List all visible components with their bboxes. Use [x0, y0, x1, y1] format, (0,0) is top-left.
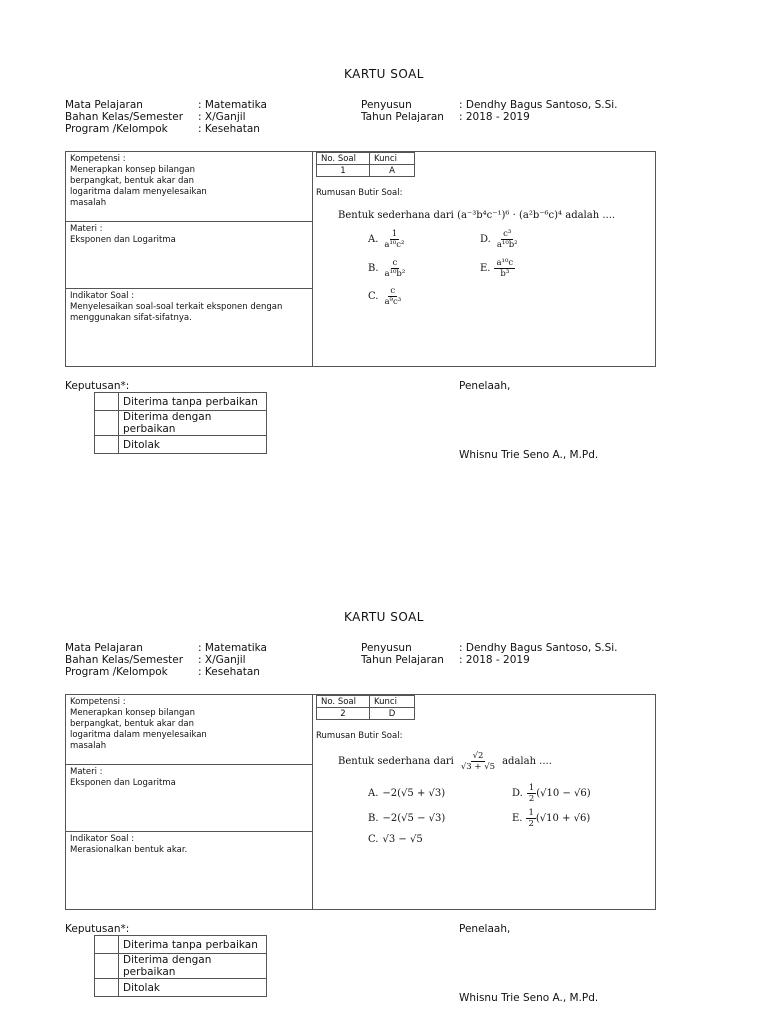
meta-value: : Kesehatan	[198, 666, 260, 678]
fraction-numerator: a¹⁰c	[496, 258, 514, 268]
penelaah-label: Penelaah,	[459, 923, 511, 935]
option-fraction	[382, 229, 406, 250]
option-fraction	[382, 286, 403, 307]
reviewer-name: Whisnu Trie Seno A., M.Pd.	[459, 449, 599, 461]
materi-heading: Materi :	[70, 224, 103, 234]
option-b	[368, 813, 445, 824]
indikator-text: Menyelesaikan soal-soal terkait eksponen dengan menggunakan sifat-sifatnya.	[70, 302, 283, 323]
rumusan-label: Rumusan Butir Soal:	[316, 188, 403, 198]
decision-checkbox[interactable]	[95, 936, 119, 954]
materi-text: Eksponen dan Logaritma	[70, 778, 176, 788]
decision-row[interactable]	[95, 411, 267, 436]
materi-heading: Materi :	[70, 767, 103, 777]
question-suffix: adalah ....	[565, 210, 616, 221]
question-expression: (a⁻³b⁴c⁻¹)⁶ · (a²b⁻⁶c)⁴	[457, 210, 563, 221]
option-letter: A.	[368, 788, 379, 799]
question-prefix: Bentuk sederhana dari	[338, 756, 454, 767]
left-column	[66, 695, 313, 909]
question-box	[65, 151, 656, 367]
fraction-denominator: a¹⁰c²	[384, 240, 405, 250]
option-expression: −2(√5 − √3)	[382, 813, 446, 824]
indikator-section	[66, 832, 312, 909]
kartu-soal-card-1	[0, 0, 768, 500]
decision-checkbox[interactable]	[95, 979, 119, 997]
option-letter: A.	[368, 234, 379, 245]
meta-label: Mata Pelajaran	[65, 99, 143, 111]
decision-label: Diterima tanpa perbaikan	[119, 936, 267, 954]
fraction-numerator: c	[392, 258, 398, 268]
option-letter: D.	[480, 234, 491, 245]
indikator-heading: Indikator Soal :	[70, 834, 135, 844]
option-b	[368, 258, 407, 279]
option-c	[368, 286, 403, 307]
decision-label: Ditolak	[119, 436, 267, 454]
meta-value: : Dendhy Bagus Santoso, S.Si.	[459, 99, 618, 111]
option-letter: C.	[368, 291, 379, 302]
decision-label: Diterima dengan perbaikan	[119, 954, 267, 979]
card-title: KARTU SOAL	[343, 610, 424, 624]
option-fraction	[383, 258, 408, 279]
option-expression: √3 − √5	[382, 834, 423, 845]
meta-label: Penyusun	[361, 99, 412, 111]
option-letter: B.	[368, 263, 379, 274]
fraction-numerator: 1	[528, 783, 535, 793]
meta-value: : X/Ganjil	[198, 111, 246, 123]
kompetensi-section	[66, 695, 312, 765]
option-c	[368, 834, 423, 845]
meta-right	[361, 99, 618, 123]
kunci-label: Kunci	[370, 153, 415, 165]
penelaah-label: Penelaah,	[459, 380, 511, 392]
decision-row[interactable]	[95, 393, 267, 411]
no-soal-value: 2	[317, 708, 370, 720]
left-column	[66, 152, 313, 366]
kompetensi-heading: Kompetensi :	[70, 154, 126, 164]
meta-label: Bahan Kelas/Semester	[65, 654, 184, 666]
meta-left	[65, 642, 267, 678]
option-a	[368, 788, 445, 799]
fraction-denominator: a¹⁰b²	[496, 240, 518, 250]
decision-row[interactable]	[95, 936, 267, 954]
option-letter: B.	[368, 813, 379, 824]
option-expression: −2(√5 + √3)	[382, 788, 446, 799]
no-kunci-table	[316, 695, 415, 720]
fraction-denominator: 2	[528, 794, 535, 804]
kompetensi-text: Menerapkan konsep bilangan berpangkat, bentuk akar dan logaritma dalam menyelesaikan masalah	[70, 165, 207, 208]
meta-label: Tahun Pelajaran	[361, 654, 444, 666]
decision-row[interactable]	[95, 436, 267, 454]
option-fraction	[494, 258, 515, 279]
fraction-numerator: 1	[528, 808, 534, 818]
kartu-soal-card-2	[0, 543, 768, 1024]
question-fraction	[459, 751, 497, 772]
fraction-numerator: c	[390, 286, 396, 296]
meta-label: Penyusun	[361, 642, 412, 654]
meta-value: : X/Ganjil	[198, 654, 246, 666]
option-letter: D.	[512, 788, 523, 799]
option-coefficient	[526, 808, 535, 829]
question-text	[338, 751, 552, 772]
option-letter: E.	[480, 263, 491, 274]
meta-value: : 2018 - 2019	[459, 654, 530, 666]
decision-row[interactable]	[95, 954, 267, 979]
question-text	[338, 210, 615, 221]
fraction-denominator: √3 + √5	[460, 762, 496, 772]
no-kunci-table	[316, 152, 415, 177]
fraction-denominator: b³	[500, 269, 510, 279]
meta-value: : Matematika	[198, 642, 267, 654]
meta-label: Program /Kelompok	[65, 666, 168, 678]
meta-label: Program /Kelompok	[65, 123, 168, 135]
option-expression: (√10 + √6)	[535, 813, 591, 824]
no-soal-value: 1	[317, 165, 370, 177]
no-soal-label: No. Soal	[317, 696, 370, 708]
fraction-denominator: a⁹c³	[384, 297, 402, 307]
meta-left	[65, 99, 267, 135]
meta-value: : Kesehatan	[198, 123, 260, 135]
decision-checkbox[interactable]	[95, 393, 119, 411]
kompetensi-section	[66, 152, 312, 222]
kunci-value: D	[370, 708, 415, 720]
reviewer-name: Whisnu Trie Seno A., M.Pd.	[459, 992, 599, 1004]
question-suffix: adalah ....	[502, 756, 552, 767]
meta-right	[361, 642, 618, 666]
materi-section	[66, 222, 312, 289]
option-d	[480, 229, 520, 250]
option-fraction	[495, 229, 520, 250]
option-a	[368, 229, 406, 250]
option-letter: C.	[368, 834, 379, 845]
question-box	[65, 694, 656, 910]
decision-checkbox[interactable]	[95, 954, 119, 979]
meta-value: : Matematika	[198, 99, 267, 111]
indikator-heading: Indikator Soal :	[70, 291, 135, 301]
meta-value: : 2018 - 2019	[459, 111, 530, 123]
card-title: KARTU SOAL	[343, 67, 424, 81]
option-letter: E.	[512, 813, 523, 824]
decision-table	[94, 935, 267, 997]
fraction-denominator: a¹⁰b²	[384, 269, 406, 279]
indikator-section	[66, 289, 312, 366]
materi-section	[66, 765, 312, 832]
decision-table	[94, 392, 267, 454]
question-prefix: Bentuk sederhana dari	[338, 210, 454, 221]
decision-checkbox[interactable]	[95, 411, 119, 436]
option-d	[512, 783, 591, 804]
kompetensi-text: Menerapkan konsep bilangan berpangkat, bentuk akar dan logaritma dalam menyelesaikan masalah	[70, 708, 207, 751]
option-expression: (√10 − √6)	[536, 788, 591, 799]
fraction-numerator: c³	[503, 229, 512, 239]
decision-label: Ditolak	[119, 979, 267, 997]
option-e	[512, 808, 590, 829]
decision-row[interactable]	[95, 979, 267, 997]
no-soal-label: No. Soal	[317, 153, 370, 165]
kunci-label: Kunci	[370, 696, 415, 708]
meta-label: Mata Pelajaran	[65, 642, 143, 654]
fraction-numerator: √2	[472, 751, 484, 761]
meta-label: Bahan Kelas/Semester	[65, 111, 184, 123]
kunci-value: A	[370, 165, 415, 177]
materi-text: Eksponen dan Logaritma	[70, 235, 176, 245]
option-e	[480, 258, 515, 279]
fraction-denominator: 2	[528, 819, 534, 829]
meta-label: Tahun Pelajaran	[361, 111, 444, 123]
keputusan-label: Keputusan*:	[65, 923, 130, 935]
option-coefficient	[527, 783, 536, 804]
indikator-text: Merasionalkan bentuk akar.	[70, 845, 188, 855]
decision-checkbox[interactable]	[95, 436, 119, 454]
fraction-numerator: 1	[391, 229, 398, 239]
kompetensi-heading: Kompetensi :	[70, 697, 126, 707]
keputusan-label: Keputusan*:	[65, 380, 130, 392]
meta-value: : Dendhy Bagus Santoso, S.Si.	[459, 642, 618, 654]
rumusan-label: Rumusan Butir Soal:	[316, 731, 403, 741]
decision-label: Diterima tanpa perbaikan	[119, 393, 267, 411]
decision-label: Diterima dengan perbaikan	[119, 411, 267, 436]
